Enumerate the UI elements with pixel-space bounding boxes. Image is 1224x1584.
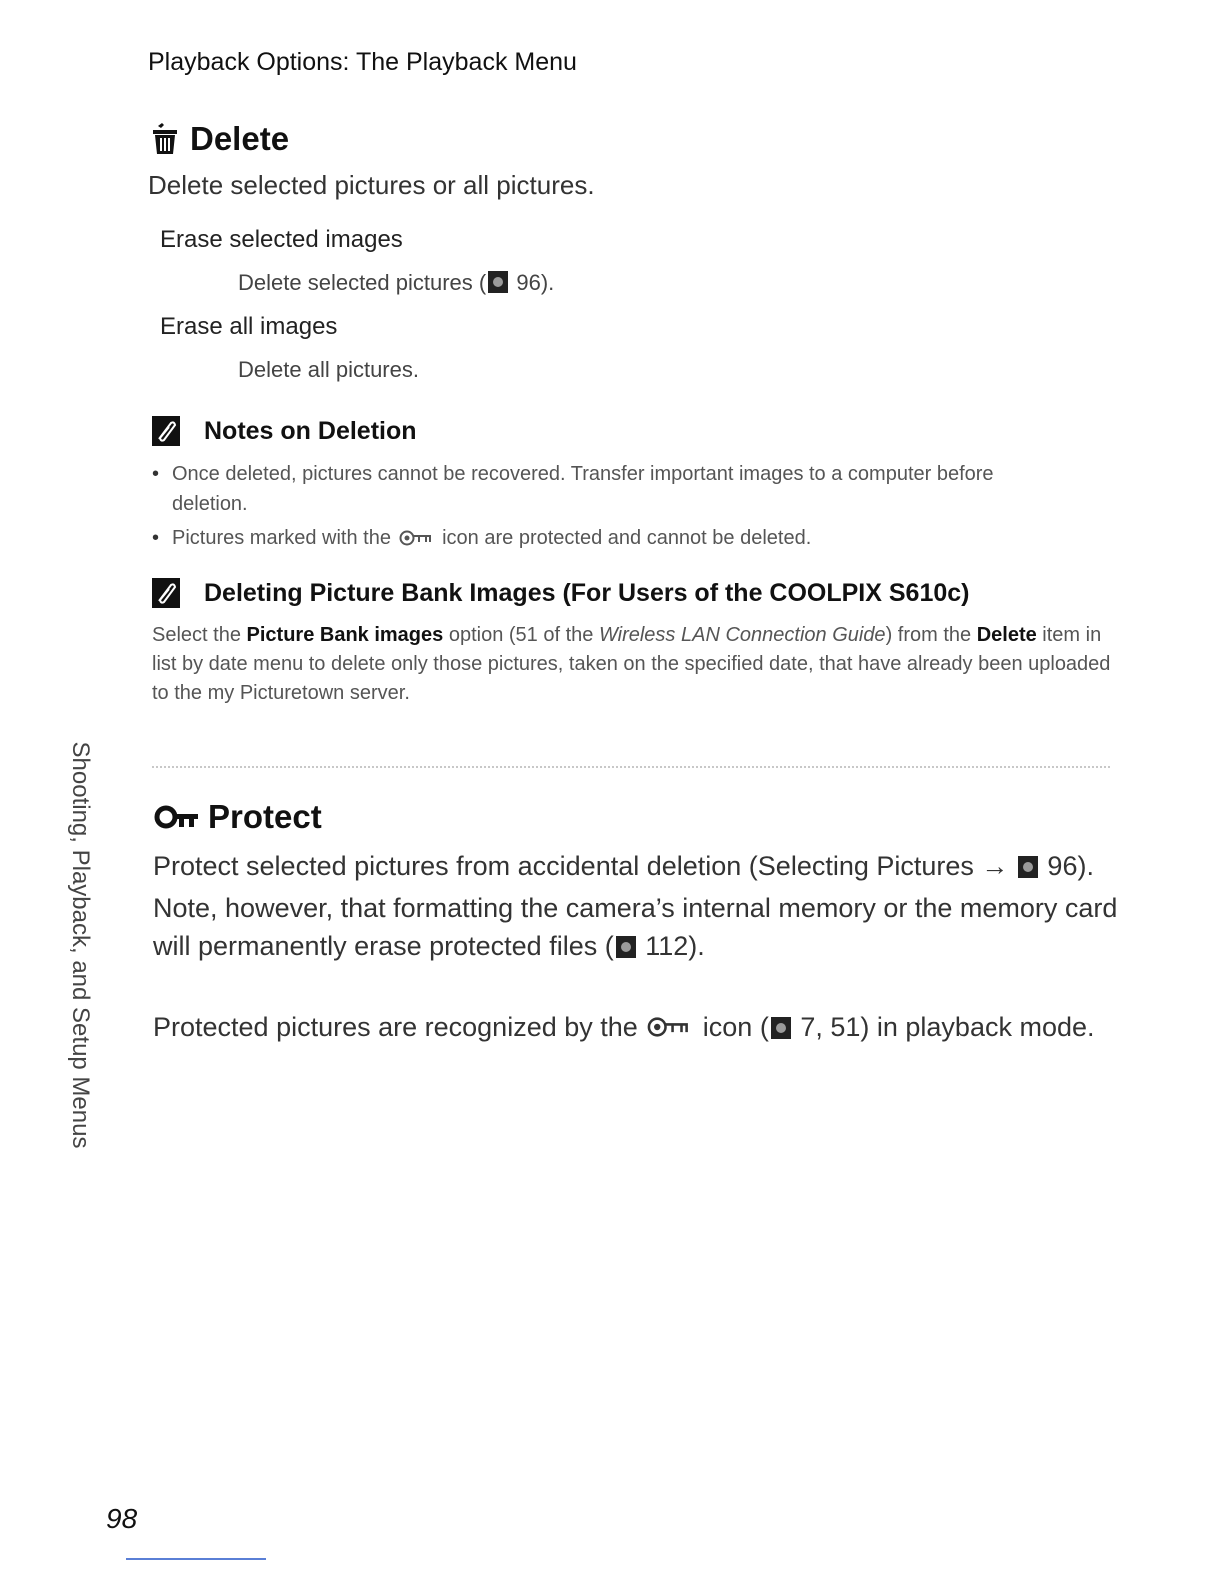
picture-bank-body: Select the Picture Bank images option (51 of the Wireless LAN Connection Guide) from the Delete item in list by date menu to delete only those pictures, taken on the specified date, that have already been uploaded to the my Picturetown server. xyxy=(152,624,1111,704)
protect-title: Protect xyxy=(208,798,322,835)
side-tab[interactable]: Shooting, Playback, and Setup Menus xyxy=(67,741,94,1149)
caution-icon xyxy=(152,416,180,446)
def-erase-selected: Delete selected pictures ( 96). xyxy=(238,270,555,295)
picture-bank-title: Deleting Picture Bank Images (For Users of the COOLPIX S610c) xyxy=(204,578,970,607)
page-reference-icon xyxy=(1018,856,1038,878)
protect-icon xyxy=(647,1014,693,1040)
delete-heading xyxy=(150,120,289,158)
notes-deletion-title: Notes on Deletion xyxy=(204,416,417,445)
trash-icon xyxy=(150,122,180,156)
page-reference-icon xyxy=(616,936,636,958)
protect-icon xyxy=(399,528,435,548)
notes-deletion-list xyxy=(152,459,1072,553)
protect-para-3: Protected pictures are recognized by the icon ( 7, 51) in playback mode. xyxy=(153,1012,1095,1042)
term-erase-all: Erase all images xyxy=(160,313,338,340)
page-number: 98 xyxy=(106,1503,138,1534)
protect-para-2: Note, however, that formatting the camera’s internal memory or the memory card will permanently erase protected files ( 112). xyxy=(153,893,1118,961)
term-erase-selected: Erase selected images xyxy=(160,226,403,253)
section-divider xyxy=(152,766,1110,768)
delete-title: Delete xyxy=(190,120,290,157)
caution-icon xyxy=(152,578,180,608)
list-item: • Pictures marked with the icon are protected and cannot be deleted. xyxy=(152,523,1072,553)
protect-heading xyxy=(154,798,322,836)
page-reference-icon xyxy=(771,1017,791,1039)
list-item: • Once deleted, pictures cannot be recovered. Transfer important images to a computer before deletion. xyxy=(152,459,1072,519)
running-header: Playback Options: The Playback Menu xyxy=(148,48,577,76)
notes-deletion-heading xyxy=(152,416,417,446)
page-reference-icon xyxy=(488,271,508,293)
delete-intro: Delete selected pictures or all pictures. xyxy=(148,170,595,200)
def-erase-all: Delete all pictures. xyxy=(238,357,419,382)
protect-para-1: Protect selected pictures from accidental deletion (Selecting Pictures → 96). xyxy=(153,851,1094,881)
picture-bank-heading xyxy=(152,578,970,608)
footer-rule xyxy=(126,1558,266,1560)
key-icon xyxy=(154,803,200,831)
